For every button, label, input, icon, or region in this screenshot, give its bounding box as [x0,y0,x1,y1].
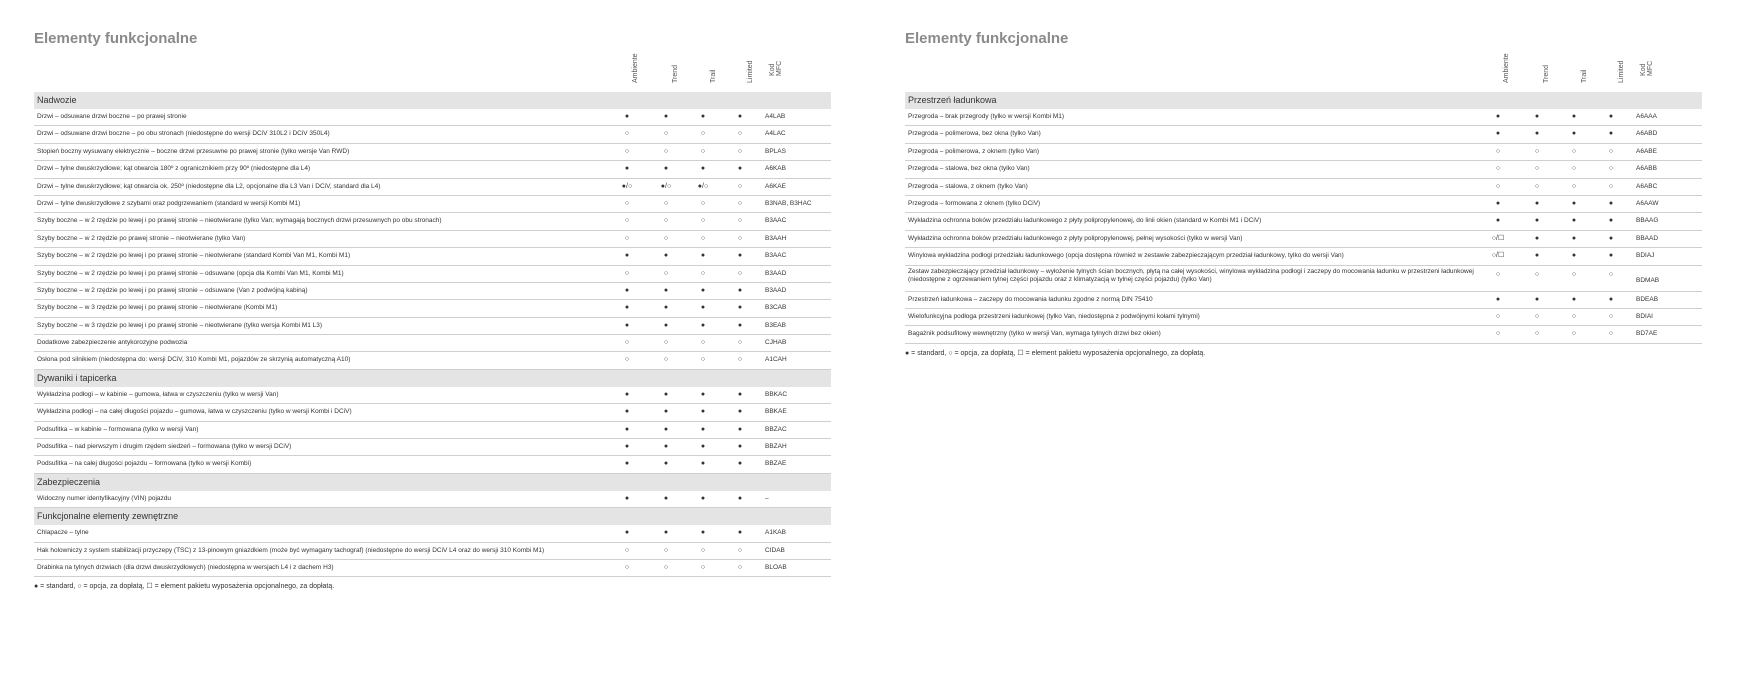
table-row [905,144,1702,161]
availability-mark: ● [700,494,706,502]
mfc-code: BDIAI [1636,312,1653,320]
availability-mark: ● [700,286,706,294]
availability-mark: ○ [1608,182,1614,190]
availability-mark: ● [1608,199,1614,207]
feature-description: Szyby boczne – w 2 rzędzie po prawej stronie – nieotwierane (tylko Van) [37,234,246,242]
mfc-code: BPLAS [765,147,786,155]
availability-mark: ○ [663,339,669,347]
availability-mark: ○ [1571,165,1577,173]
availability-mark: ● [1571,252,1577,260]
feature-description: Widoczny numer identyfikacyjny (VIN) pojazdu [37,494,172,502]
mfc-code: B3AAC [765,252,787,260]
feature-description: Hak holowniczy z system stabilizacji przyczepy (TSC) z 13-pinowym gniazdkiem (może być wymagany tachograf) (niedostępne do wersji DCiV L4 oraz do wersji 310 Kombi M1) [37,546,545,554]
availability-mark: ● [700,165,706,173]
availability-mark: ○ [663,563,669,571]
section-header: Przestrzeń ładunkowa [905,92,1702,109]
availability-mark: ○ [663,199,669,207]
table-row [905,231,1702,248]
mfc-code: A6ABE [1636,147,1657,155]
mfc-code: B3AAC [765,217,787,225]
mfc-code: A6AAW [1636,199,1659,207]
feature-description: Stopień boczny wysuwany elektrycznie – boczne drzwi przesuwne po prawej stronie (tylko wersje Van RWD) [37,147,350,155]
availability-mark: ○ [1534,270,1540,278]
mfc-code: BBAAD [1636,234,1659,242]
availability-mark: ○ [737,339,743,347]
feature-description: Przegroda – brak przegrody (tylko w wersji Kombi M1) [908,113,1065,120]
availability-mark: ○ [663,130,669,138]
availability-mark: ● [737,321,743,329]
availability-mark: ● [624,529,630,537]
availability-mark: ● [1608,252,1614,260]
availability-mark: ● [700,460,706,468]
feature-description: Drzwi – odsuwane drzwi boczne – po obu stronach (niedostępne do wersji DCiV 310L2 i DCiV 350L4) [37,130,330,138]
table-row [34,352,831,369]
table-row [905,213,1702,230]
table-row [34,404,831,421]
availability-mark: ● [700,443,706,451]
feature-description: Przegroda – polimerowa, bez okna (tylko Van) [908,130,1041,138]
availability-mark: ○ [1608,165,1614,173]
table-row [34,248,831,265]
availability-mark: ● [1571,217,1577,225]
availability-mark: ○ [624,356,630,364]
section-header: Funkcjonalne elementy zewnętrzne [34,508,831,525]
table-row [905,179,1702,196]
feature-description: Przestrzeń ładunkowa – zaczepy do mocowania ładunku zgodne z normą DIN 75410 [908,295,1153,303]
availability-mark: ● [624,408,630,416]
availability-mark: ● [624,304,630,312]
availability-mark: ○ [1534,182,1540,190]
availability-mark: ○ [1608,312,1614,320]
availability-mark: ○ [663,234,669,242]
availability-mark: ● [624,443,630,451]
availability-mark: ○ [624,269,630,277]
mfc-code: BD7AE [1636,330,1658,338]
availability-mark: ● [1495,199,1501,207]
availability-mark: ○ [1534,147,1540,155]
table-row [34,318,831,335]
availability-mark: ● [1571,295,1577,303]
feature-description: Przegroda – stalowa, z oknem (tylko Van) [908,182,1028,190]
availability-mark: ● [1495,295,1501,303]
table-row [34,422,831,439]
availability-mark: ● [624,252,630,260]
availability-mark: ○ [700,546,706,554]
availability-mark: ● [1571,234,1577,242]
feature-description: Przegroda – polimerowa, z oknem (tylko Van) [908,147,1040,155]
feature-description: Szyby boczne – w 2 rzędzie po lewej i po prawej stronie – odsuwane (opcja dla Kombi Van M1, Kombi M1) [37,269,344,277]
mfc-code: BDMAB [1636,276,1660,284]
mfc-code: CIDAB [765,546,785,554]
mfc-code: B3CAB [765,304,787,312]
availability-mark: ○ [624,563,630,571]
availability-mark: ○ [1608,270,1614,278]
table-row [905,309,1702,326]
table-row [34,161,831,178]
mfc-code: A6AAA [1636,113,1657,120]
availability-mark: ○ [624,217,630,225]
legend: ● = standard, ○ = opcja, za dopłatą, ☐ = element pakietu wyposażenia opcjonalnego, za dopłatą. [905,349,1206,357]
availability-mark: ○ [1571,312,1577,320]
availability-mark: ○ [737,563,743,571]
availability-mark: ● [1608,130,1614,138]
availability-mark: ● [737,165,743,173]
availability-mark: ● [1608,217,1614,225]
mfc-code: BBAAG [1636,217,1659,225]
availability-mark: ●/○ [621,182,633,190]
mfc-code: BBZAC [765,425,787,433]
feature-description: Wykładzina podłogi – na całej długości pojazdu – gumowa, łatwa w czyszczeniu (tylko w wersji Kombi i DCiV) [37,408,352,416]
mfc-code: BBZAH [765,443,787,451]
availability-mark: ● [1495,113,1501,120]
mfc-code: A1KAB [765,529,786,537]
availability-mark: ● [737,113,743,120]
availability-mark: ● [663,113,669,120]
feature-description: Szyby boczne – w 2 rzędzie po lewej i po prawej stronie – odsuwane (Van z podwójną kabiną) [37,286,308,294]
mfc-code: A6KAE [765,182,786,190]
feature-description: Szyby boczne – w 3 rzędzie po lewej i po prawej stronie – nieotwierane (tylko wersja Kombi M1 L3) [37,321,323,329]
mfc-code: A4LAC [765,130,786,138]
feature-description: Drzwi – tylne dwuskrzydłowe z szybami oraz podgrzewaniem (standard w wersji Kombi M1) [37,199,301,207]
availability-mark: ● [663,304,669,312]
availability-mark: ● [624,390,630,398]
feature-description: Przegroda – stalowa, bez okna (tylko Van) [908,165,1030,173]
availability-mark: ● [700,408,706,416]
availability-mark: ○ [737,199,743,207]
availability-mark: ● [737,494,743,502]
availability-mark: ● [700,113,706,120]
availability-mark: ○ [700,563,706,571]
availability-mark: ○ [737,234,743,242]
availability-mark: ○ [1495,330,1501,338]
availability-mark: ○ [1608,147,1614,155]
availability-mark: ● [737,252,743,260]
section-header: Dywaniki i tapicerka [34,370,831,387]
mfc-code: – [765,494,769,502]
table-row [905,196,1702,213]
availability-mark: ● [737,286,743,294]
availability-mark: ● [1534,295,1540,303]
mfc-code: A6ABD [1636,130,1658,138]
mfc-code: B3EAB [765,321,786,329]
section-header: Nadwozie [34,92,831,109]
availability-mark: ○/☐ [1491,252,1505,260]
availability-mark: ● [1534,252,1540,260]
mfc-code: A6ABC [1636,182,1658,190]
availability-mark: ○ [1495,147,1501,155]
availability-mark: ● [624,494,630,502]
availability-mark: ● [624,425,630,433]
table-row [34,560,831,577]
availability-mark: ○ [1495,270,1501,278]
table-row [34,439,831,456]
mfc-code: A1CAH [765,356,787,364]
table-row [34,456,831,473]
feature-description: Osłona pod silnikiem (niedostępna do: wersji DCiV, 310 Kombi M1, pojazdów ze skrzynią automatyczną A10) [37,356,351,364]
feature-description: Podsufitka – nad pierwszym i drugim rzędem siedzeń – formowana (tylko w wersji DCiV) [37,443,292,451]
availability-mark: ○ [737,217,743,225]
availability-mark: ○ [1534,165,1540,173]
availability-mark: ● [1534,130,1540,138]
table-row [34,283,831,300]
availability-mark: ●/○ [697,182,709,190]
availability-mark: ● [737,408,743,416]
mfc-code: BLOAB [765,563,787,571]
availability-mark: ○ [700,217,706,225]
section-header: Zabezpieczenia [34,474,831,491]
availability-mark: ○/☐ [1491,234,1505,242]
availability-mark: ● [737,425,743,433]
availability-mark: ○ [1571,147,1577,155]
feature-description: Wykładzina ochronna boków przedziału ładunkowego z płyty polipropylenowej, do linii okien (standard w Kombi M1 i DCiV) [908,217,1262,225]
feature-description: Szyby boczne – w 2 rzędzie po lewej i po prawej stronie – nieotwierane (standard Kombi Van M1, Kombi M1) [37,252,351,260]
table-row [34,196,831,213]
feature-description: Chlapacze – tylne [37,529,89,537]
availability-mark: ● [663,390,669,398]
feature-description: Bagażnik podsufitowy wewnętrzny (tylko w wersji Van, wymaga tylnych drzwi bez okien) [908,330,1161,338]
feature-description: Wykładzina podłogi – w kabinie – gumowa, łatwa w czyszczeniu (tylko w wersji Van) [37,390,279,398]
feature-description: Winylowa wykładzina podłogi przedziału ładunkowego (opcja dostępna również w zestawie zabezpieczającym przedział ładunkowy, tylko do wersji Van) [908,252,1344,260]
mfc-code: BBZAE [765,460,787,468]
mfc-code: B3NAB, B3HAC [765,199,812,207]
availability-mark: ● [1534,113,1540,120]
availability-mark: ● [624,113,630,120]
availability-mark: ○ [1571,270,1577,278]
availability-mark: ○ [700,199,706,207]
availability-mark: ● [1495,217,1501,225]
table-row [34,335,831,352]
page-title: Elementy funkcjonalne [34,30,198,47]
table-row [905,266,1702,292]
availability-mark: ○ [1534,312,1540,320]
availability-mark: ○ [624,130,630,138]
availability-mark: ● [700,321,706,329]
feature-description: Szyby boczne – w 3 rzędzie po lewej i po prawej stronie – nieotwierane (Kombi M1) [37,304,278,312]
mfc-code: A4LAB [765,113,786,120]
availability-mark: ● [663,460,669,468]
table-row [34,213,831,230]
feature-description: Drzwi – tylne dwuskrzydłowe; kąt otwarcia 180º z ogranicznikiem przy 90º (niedostępne dla L4) [37,165,311,173]
table-row [34,109,831,126]
availability-mark: ● [624,165,630,173]
availability-mark: ● [700,529,706,537]
table-row [905,326,1702,343]
table-row [34,387,831,404]
feature-description: Szyby boczne – w 2 rzędzie po lewej i po prawej stronie – nieotwierane (tylko Van; wymagają bocznych drzwi przesuwnych po obu stronach) [37,217,442,225]
feature-description: Podsufitka – w kabinie – formowana (tylko w wersji Van) [37,425,199,433]
table-row [905,292,1702,309]
availability-mark: ● [663,286,669,294]
table-row [905,126,1702,143]
feature-description: Wykładzina ochronna boków przedziału ładunkowego z płyty polipropylenowej, pełnej wysokości (tylko w wersji Van) [908,234,1243,242]
availability-mark: ○ [737,269,743,277]
availability-mark: ● [663,425,669,433]
availability-mark: ● [624,460,630,468]
availability-mark: ●/○ [660,182,672,190]
availability-mark: ○ [624,546,630,554]
availability-mark: ● [700,252,706,260]
availability-mark: ○ [1534,330,1540,338]
availability-mark: ○ [700,130,706,138]
mfc-code: BDEAB [1636,295,1659,303]
availability-mark: ○ [663,147,669,155]
feature-table [34,92,831,590]
mfc-code: BBKAE [765,408,787,416]
table-row [34,300,831,317]
mfc-code: B3AAD [765,286,787,294]
availability-mark: ○ [663,217,669,225]
mfc-code: BDIAJ [1636,252,1655,260]
availability-mark: ○ [700,147,706,155]
feature-description: Dodatkowe zabezpieczenie antykorozyjne podwozia [37,339,188,347]
table-row [34,543,831,560]
availability-mark: ○ [1608,330,1614,338]
availability-mark: ○ [1571,330,1577,338]
availability-mark: ○ [1495,312,1501,320]
table-row [905,109,1702,126]
mfc-code: B3AAD [765,269,787,277]
feature-description: Przegroda – formowana z oknem (tylko DCiV) [908,199,1041,207]
availability-mark: ○ [700,234,706,242]
availability-mark: ● [663,529,669,537]
availability-mark: ● [663,165,669,173]
table-row [905,248,1702,265]
availability-mark: ● [663,443,669,451]
availability-mark: ○ [737,130,743,138]
availability-mark: ● [1534,217,1540,225]
availability-mark: ● [1608,295,1614,303]
availability-mark: ● [1534,199,1540,207]
availability-mark: ○ [700,269,706,277]
availability-mark: ● [737,460,743,468]
feature-description: Drzwi – odsuwane drzwi boczne – po prawej stronie [37,113,187,120]
table-row [34,525,831,542]
feature-description: Drabinka na tylnych drzwiach (dla drzwi dwuskrzydłowych) (niedostępna w wersjach L4 i z dachem H3) [37,563,334,571]
availability-mark: ● [663,252,669,260]
mfc-code: A6ABB [1636,165,1657,173]
availability-mark: ● [737,390,743,398]
availability-mark: ○ [624,147,630,155]
mfc-code: BBKAC [765,390,788,398]
availability-mark: ● [1608,234,1614,242]
availability-mark: ○ [663,356,669,364]
availability-mark: ● [1571,130,1577,138]
availability-mark: ● [663,408,669,416]
table-row [34,144,831,161]
availability-mark: ● [1571,199,1577,207]
table-row [34,231,831,248]
availability-mark: ● [663,494,669,502]
table-row [34,126,831,143]
mfc-code: B3AAH [765,234,787,242]
availability-mark: ○ [624,339,630,347]
availability-mark: ● [1608,113,1614,120]
availability-mark: ● [700,390,706,398]
availability-mark: ● [1571,113,1577,120]
table-row [905,161,1702,178]
availability-mark: ○ [700,339,706,347]
feature-table [905,92,1702,357]
page-title: Elementy funkcjonalne [905,30,1069,47]
availability-mark: ○ [624,234,630,242]
availability-mark: ○ [737,546,743,554]
availability-mark: ● [700,304,706,312]
availability-mark: ○ [663,269,669,277]
availability-mark: ○ [737,356,743,364]
table-row [34,491,831,508]
availability-mark: ○ [1495,165,1501,173]
feature-description: Podsufitka – na całej długości pojazdu – formowana (tylko w wersji Kombi) [37,460,252,468]
availability-mark: ● [737,529,743,537]
feature-description: Drzwi – tylne dwuskrzydłowe; kąt otwarcia ok. 250º (niedostępne dla L2, opcjonalne dla L3 Van i DCiV, standard dla L4) [37,182,381,190]
availability-mark: ● [737,443,743,451]
mfc-code: CJHAB [765,339,787,347]
availability-mark: ● [700,425,706,433]
availability-mark: ○ [624,199,630,207]
availability-mark: ● [737,304,743,312]
availability-mark: ● [624,321,630,329]
availability-mark: ● [1495,130,1501,138]
feature-description: Zestaw zabezpieczający przedział ładunkowy – wyłożenie tylnych ścian bocznych, płytą na całej wysokości, winylowa wykładzina podłogi i zaczepy do mocowania ładunku w przestrzeni ładunkowej (niedostępne z ogrzewaniem tylnej części pojazdu oraz z klimatyzacją w tylnej części pojazdu) (tylko Van) [908,267,1474,283]
availability-mark: ○ [737,182,743,190]
legend: ● = standard, ○ = opcja, za dopłatą, ☐ = element pakietu wyposażenia opcjonalnego, za dopłatą. [34,583,335,591]
table-row [34,266,831,283]
availability-mark: ○ [1495,182,1501,190]
table-row [34,179,831,196]
feature-description: Wielofunkcyjna podłoga przestrzeni ładunkowej (tylko Van, niedostępna z podwójnymi kołami tylnymi) [908,312,1200,320]
availability-mark: ● [663,321,669,329]
availability-mark: ● [1534,234,1540,242]
availability-mark: ○ [737,147,743,155]
availability-mark: ○ [663,546,669,554]
availability-mark: ○ [1571,182,1577,190]
availability-mark: ○ [700,356,706,364]
mfc-code: A6KAB [765,165,786,173]
availability-mark: ● [624,286,630,294]
